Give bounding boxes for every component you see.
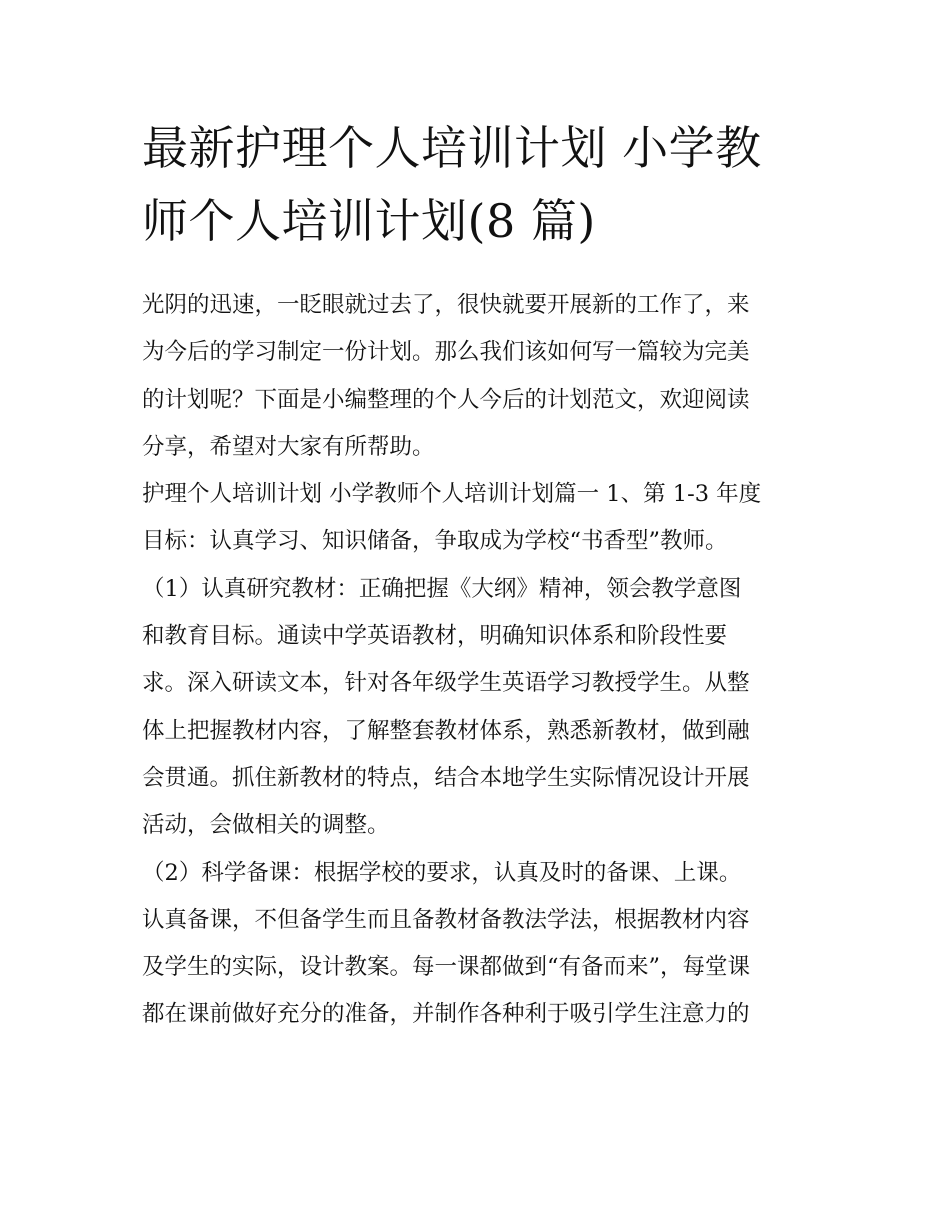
body-line: 和教育目标。通读中学英语教材，明确知识体系和阶段性要: [142, 623, 728, 650]
document-body: [142, 282, 814, 1039]
body-line: （2）科学备课：根据学校的要求，认真及时的备课、上课。: [142, 859, 742, 886]
body-line: 会贯通。抓住新教材的特点，结合本地学生实际情况设计开展: [142, 764, 750, 791]
body-line: 及学生的实际，设计教案。每一课都做到“有备而来”，每堂课: [142, 954, 751, 981]
title-line: 最新护理个人培训计划 小学教: [142, 121, 762, 175]
body-line: 目标：认真学习、知识储备，争取成为学校“书香型”教师。: [142, 528, 728, 555]
title-line: 师个人培训计划(8 篇): [142, 194, 596, 248]
body-line: 的计划呢？下面是小编整理的个人今后的计划范文，欢迎阅读: [142, 386, 750, 413]
body-line: 认真备课，不但备学生而且备教材备教法学法，根据教材内容: [142, 906, 750, 933]
body-line: 求。深入研读文本，针对各年级学生英语学习教授学生。从整: [142, 670, 750, 697]
body-line: 活动，会做相关的调整。: [142, 812, 390, 839]
body-line: 光阴的迅速，一眨眼就过去了，很快就要开展新的工作了，来: [142, 292, 750, 318]
body-line: 护理个人培训计划 小学教师个人培训计划篇一 1、第 1-3 年度: [142, 481, 762, 508]
body-line: （1）认真研究教材：正确把握《大纲》精神，领会教学意图: [142, 575, 742, 602]
body-line: 体上把握教材内容，了解整套教材体系，熟悉新教材，做到融: [142, 717, 750, 744]
body-line: 分享，希望对大家有所帮助。: [142, 433, 435, 460]
body-line: 为今后的学习制定一份计划。那么我们该如何写一篇较为完美: [142, 339, 750, 366]
document-page: [142, 112, 814, 1039]
document-title: [142, 112, 814, 258]
body-line: 都在课前做好充分的准备，并制作各种利于吸引学生注意力的: [142, 1001, 750, 1028]
